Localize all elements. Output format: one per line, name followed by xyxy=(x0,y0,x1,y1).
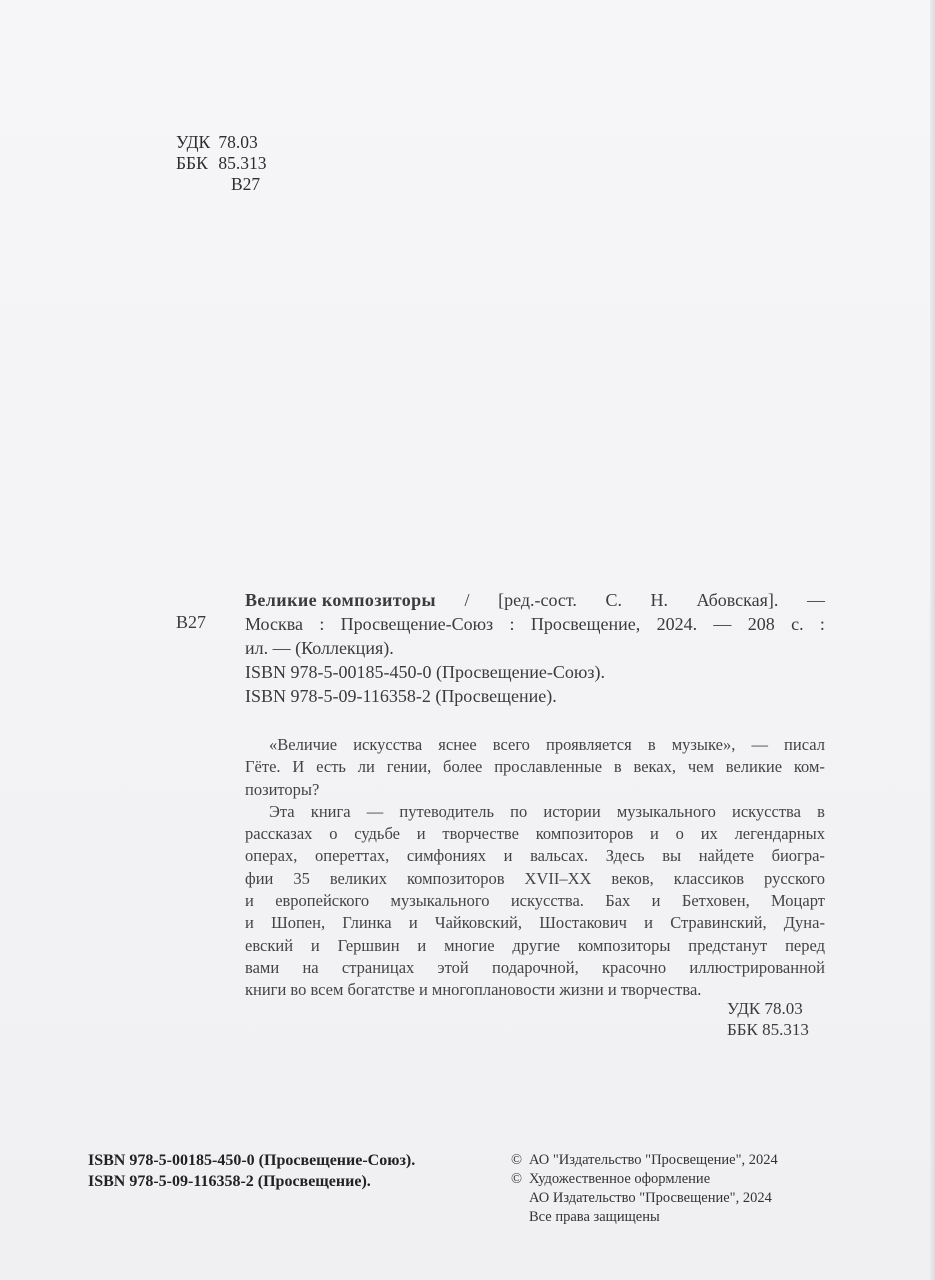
word: 208 xyxy=(747,614,775,634)
annotation-word: Глинка xyxy=(342,913,392,933)
author-mark-side: В27 xyxy=(176,612,207,632)
annotation-word: европейского xyxy=(275,891,370,911)
annotation-line: позиторы? xyxy=(245,779,320,799)
book-annotation xyxy=(245,734,825,1002)
bbk-label: ББК xyxy=(176,153,208,173)
annotation-word: чем xyxy=(687,757,714,777)
annotation-word: о xyxy=(329,824,338,844)
bbk-code-right: ББК 85.313 xyxy=(727,1020,809,1039)
annotation-word: 35 xyxy=(293,868,310,888)
annotation-word: XVII–XX xyxy=(524,868,592,888)
annotation-line xyxy=(245,868,825,890)
annotation-word: Чайковский, xyxy=(434,913,522,933)
annotation-word: и xyxy=(503,846,513,866)
annotation-word: писал xyxy=(784,735,825,754)
annotation-word: фии xyxy=(245,868,274,888)
annotation-word: в xyxy=(817,801,825,821)
word: Просвещение-Союз xyxy=(340,614,494,634)
classification-codes-right xyxy=(727,998,809,1040)
annotation-word: проявляется xyxy=(546,735,632,754)
copyright-line-2 xyxy=(511,1170,778,1189)
annotation-word: и xyxy=(651,891,661,911)
annotation-word: и xyxy=(245,913,254,933)
word: — xyxy=(713,614,732,634)
word: — xyxy=(806,590,825,610)
annotation-word: И xyxy=(292,757,305,777)
word: Просвещение, xyxy=(530,614,641,634)
biblio-isbn-1: ISBN 978-5-00185-450-0 (Просвещение-Союз). xyxy=(245,662,605,682)
bibliographic-record xyxy=(245,588,825,708)
isbn-block-bottom xyxy=(88,1150,415,1192)
word: [ред.-сост. xyxy=(498,590,577,610)
udk-value: 78.03 xyxy=(218,132,258,152)
annotation-word: Шопен, xyxy=(271,913,326,933)
annotation-word: великих xyxy=(329,868,388,888)
annotation-word: вы xyxy=(662,846,682,866)
annotation-word: найдете xyxy=(698,846,754,866)
annotation-word: музыке», xyxy=(671,735,736,754)
annotation-word: композиторы xyxy=(577,935,671,955)
annotation-word: — xyxy=(751,735,768,754)
annotation-word: и xyxy=(650,824,659,844)
isbn-prosveshchenie-soyuz: ISBN 978-5-00185-450-0 (Просвещение-Союз). xyxy=(88,1152,416,1169)
book-title: Великие композиторы xyxy=(245,590,436,610)
annotation-word: классиков xyxy=(673,868,745,888)
biblio-line-3: ил. — (Коллекция). xyxy=(245,638,394,658)
annotation-word: страницах xyxy=(341,957,415,977)
isbn-prosveshchenie: ISBN 978-5-09-116358-2 (Просвещение). xyxy=(88,1173,371,1190)
annotation-word: красочно xyxy=(602,957,667,977)
annotation-word: русского xyxy=(764,868,825,888)
annotation-word: и xyxy=(310,935,320,955)
annotation-word: предстанут xyxy=(688,935,768,955)
annotation-line: книги во всем богатстве и многоплановости жизни и творчества. xyxy=(245,980,702,1000)
word: : xyxy=(319,614,325,634)
annotation-word: «Величие xyxy=(269,735,338,754)
annotation-word: Гёте. xyxy=(245,757,281,777)
copyright-symbol: © xyxy=(511,1152,523,1168)
annotation-line xyxy=(245,756,825,778)
annotation-word: иллюстрированной xyxy=(689,957,825,977)
annotation-word: прославленные xyxy=(494,757,603,777)
word: / xyxy=(464,590,470,610)
annotation-word: по xyxy=(510,801,528,821)
annotation-line xyxy=(245,912,825,934)
copyright-line-1 xyxy=(511,1151,778,1170)
annotation-line xyxy=(245,957,825,979)
annotation-word: о xyxy=(675,824,684,844)
copyright-symbol: © xyxy=(511,1171,523,1187)
udk-row xyxy=(176,132,267,153)
copyright-text-4: Все права защищены xyxy=(529,1209,660,1225)
annotation-word: Бетховен, xyxy=(681,891,750,911)
annotation-word: Дуна- xyxy=(783,913,825,933)
annotation-word: ли xyxy=(357,757,375,777)
bbk-row xyxy=(176,153,267,174)
author-mark-top: В27 xyxy=(231,174,261,194)
annotation-word: и xyxy=(408,913,418,933)
annotation-word: рассказах xyxy=(245,824,313,844)
annotation-word: Моцарт xyxy=(771,891,825,911)
biblio-line-1 xyxy=(245,588,825,612)
annotation-line xyxy=(245,734,825,756)
annotation-line xyxy=(245,845,825,867)
bbk-value: 85.313 xyxy=(218,153,267,173)
annotation-word: Стравинский, xyxy=(670,913,767,933)
annotation-word: композиторов xyxy=(407,868,505,888)
annotation-word: яснее xyxy=(438,735,477,754)
word: Н. xyxy=(650,590,668,610)
annotation-word: подарочной, xyxy=(491,957,579,977)
annotation-word: ком- xyxy=(793,757,825,777)
annotation-word: судьбе xyxy=(354,824,400,844)
word: Москва xyxy=(245,614,303,634)
annotation-word: и xyxy=(417,935,427,955)
annotation-word: легендарных xyxy=(734,824,825,844)
annotation-word: вальсах. xyxy=(530,846,589,866)
annotation-word: всего xyxy=(492,735,530,754)
word: Абовская]. xyxy=(696,590,779,610)
annotation-word: искусства xyxy=(732,801,801,821)
annotation-word: книга xyxy=(310,801,351,821)
word: с. xyxy=(791,614,804,634)
annotation-word: их xyxy=(700,824,718,844)
annotation-line xyxy=(245,801,825,823)
copyright-block xyxy=(511,1151,778,1227)
annotation-word: симфониях xyxy=(406,846,486,866)
annotation-word: евский xyxy=(245,935,294,955)
annotation-word: другие xyxy=(512,935,561,955)
copyright-text-2: Художественное оформление xyxy=(529,1171,711,1187)
annotation-word: путеводитель xyxy=(399,801,494,821)
annotation-word: гении, xyxy=(386,757,432,777)
annotation-word: и xyxy=(644,913,653,933)
annotation-word: и xyxy=(245,891,254,911)
annotation-word: многие xyxy=(444,935,495,955)
annotation-word: вами xyxy=(245,957,280,977)
annotation-word: Здесь xyxy=(605,846,645,866)
copyright-text-3: АО Издательство "Просвещение", 2024 xyxy=(529,1190,772,1206)
annotation-word: искусства xyxy=(353,735,423,754)
annotation-line xyxy=(245,935,825,957)
annotation-word: и xyxy=(416,824,426,844)
word: : xyxy=(819,614,825,634)
annotation-word: веках, xyxy=(633,757,676,777)
annotation-word: Шостакович xyxy=(539,913,627,933)
annotation-word: этой xyxy=(437,957,469,977)
annotation-word: искусства. xyxy=(510,891,584,911)
annotation-word: творчестве xyxy=(442,824,519,844)
annotation-word: операх, xyxy=(245,846,298,866)
annotation-word: опереттах, xyxy=(314,846,390,866)
annotation-word: перед xyxy=(785,935,825,955)
page-edge-shadow xyxy=(930,0,935,1280)
annotation-line xyxy=(245,823,825,845)
annotation-word: великие xyxy=(725,757,783,777)
biblio-isbn-2: ISBN 978-5-09-116358-2 (Просвещение). xyxy=(245,686,557,706)
word: С. xyxy=(605,590,622,610)
udk-code-right: УДК 78.03 xyxy=(727,999,803,1018)
word: 2024. xyxy=(656,614,698,634)
annotation-word: веков, xyxy=(611,868,654,888)
annotation-word: на xyxy=(302,957,319,977)
annotation-word: в xyxy=(613,757,622,777)
annotation-word: истории xyxy=(543,801,601,821)
annotation-word: композиторов xyxy=(535,824,634,844)
annotation-word: музыкального xyxy=(616,801,716,821)
biblio-line-2 xyxy=(245,612,825,636)
udk-label: УДК xyxy=(176,132,211,152)
annotation-line xyxy=(245,890,825,912)
copyright-text-1: АО "Издательство "Просвещение", 2024 xyxy=(529,1152,778,1168)
classification-codes-top xyxy=(176,132,267,195)
annotation-word: есть xyxy=(316,757,346,777)
annotation-word: Бах xyxy=(605,891,631,911)
annotation-word: Эта xyxy=(269,801,295,821)
annotation-word: музыкального xyxy=(390,891,490,911)
annotation-word: Гершвин xyxy=(337,935,400,955)
annotation-word: более xyxy=(443,757,483,777)
word: : xyxy=(509,614,515,634)
annotation-word: в xyxy=(647,735,656,754)
annotation-word: биогра- xyxy=(771,846,825,866)
annotation-word: — xyxy=(366,801,384,821)
